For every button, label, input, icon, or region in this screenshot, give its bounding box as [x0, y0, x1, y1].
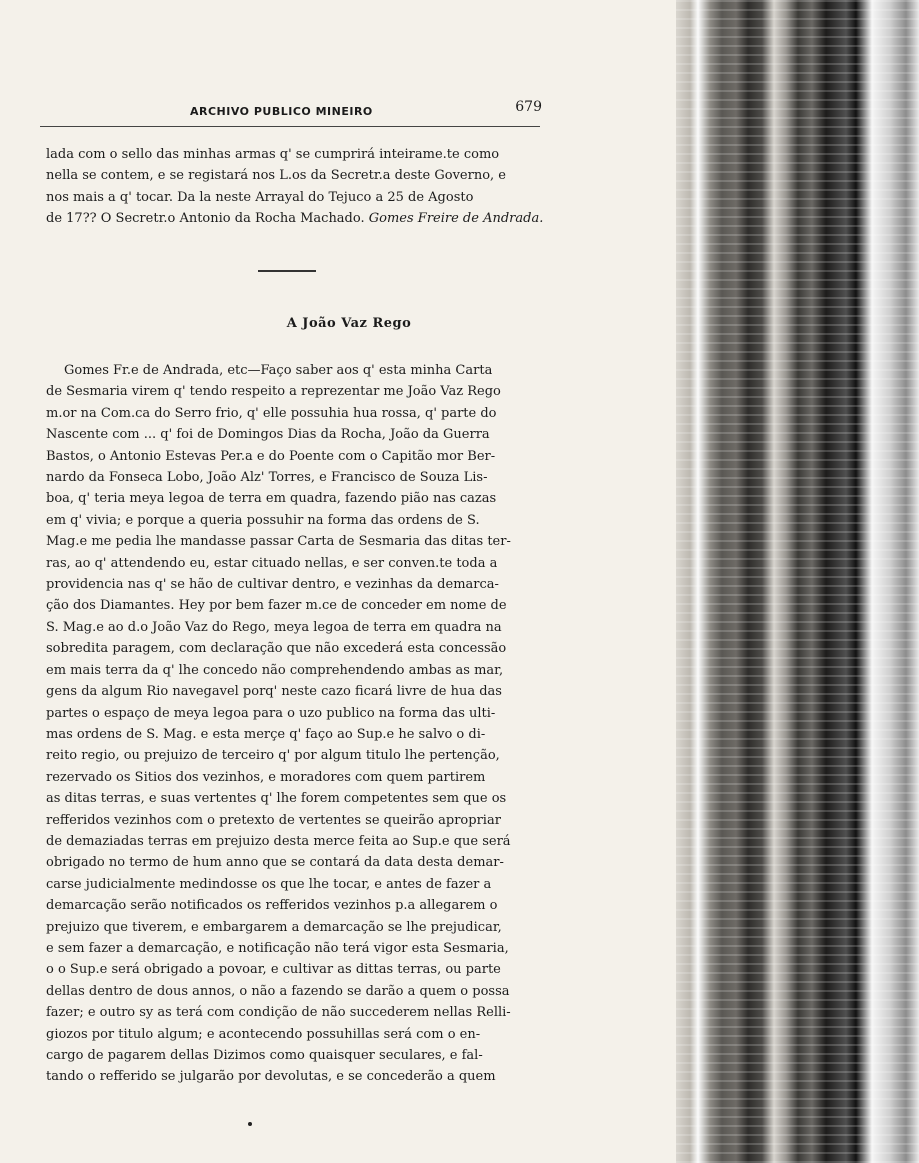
- text-line: nella se contem, e se registará nos L.os da Secretr.a deste Governo, e: [46, 168, 506, 184]
- text-line: mas ordens de S. Mag. e esta merçe q' faço ao Sup.e he salvo o di-: [46, 726, 486, 742]
- text-line: m.or na Com.ca do Serro frio, q' elle possuhia hua rossa, q' parte do: [46, 405, 497, 421]
- text-line: S. Mag.e ao d.o João Vaz do Rego, meya legoa de terra em quadra na: [46, 619, 502, 635]
- text-line: rezervado os Sitios dos vezinhos, e moradores com quem partirem: [46, 769, 486, 785]
- text-line: de demaziadas terras em prejuizo desta merce feita ao Sup.e que será: [46, 833, 511, 849]
- text-line: carse judicialmente medindosse os que lhe tocar, e antes de fazer a: [46, 876, 492, 892]
- text-line: partes o espaço de meya legoa para o uzo publico na forma das ulti-: [46, 705, 496, 721]
- text-line: gens da algum Rio navegavel porq' neste cazo ficará livre de hua das: [46, 684, 502, 700]
- text-line: sobredita paragem, com declaração que não excederá esta concessão: [46, 641, 507, 657]
- section-2-text: [46, 360, 550, 1088]
- text-line: Bastos, o Antonio Estevas Per.a e do Poente com o Capitão mor Ber-: [46, 448, 496, 464]
- text-line: o o Sup.e será obrigado a povoar, e cultivar as dittas terras, ou parte: [46, 962, 501, 978]
- governor-signature: Gomes Freire de Andrada.: [368, 211, 544, 227]
- text-line: obrigado no termo de hum anno que se contará da data desta demar-: [46, 855, 504, 871]
- section-separator: [258, 270, 316, 272]
- text-line: ras, ao q' attendendo eu, estar cituado nellas, e ser conven.te toda a: [46, 555, 498, 571]
- text-line: ção dos Diamantes. Hey por bem fazer m.ce de conceder em nome de: [46, 598, 507, 614]
- text-line: Mag.e me pedia lhe mandasse passar Carta de Sesmaria das ditas ter-: [46, 534, 511, 550]
- page-header: [190, 99, 542, 123]
- section-1-text: [46, 144, 550, 230]
- text-line: Nascente com ... q' foi de Domingos Dias da Rocha, João da Guerra: [46, 427, 490, 443]
- text-line: reito regio, ou prejuizo de terceiro q' por algum titulo lhe pertenção,: [46, 748, 500, 764]
- text-line: as ditas terras, e suas vertentes q' lhe forem competentes sem que os: [46, 791, 507, 807]
- text-line: nos mais a q' tocar. Da la neste Arrayal do Tejuco a 25 de Agosto: [46, 189, 474, 205]
- text-line: boa, q' teria meya legoa de terra em quadra, fazendo pião nas cazas: [46, 491, 497, 507]
- text-line: demarcação serão notificados os refferidos vezinhos p.a allegarem o: [46, 898, 498, 914]
- page-mark: [248, 1122, 252, 1126]
- text-line: dellas dentro de dous annos, o não a fazendo se darão a quem o possa: [46, 983, 510, 999]
- text-line: Gomes Fr.e de Andrada, etc—Faço saber aos q' esta minha Carta: [64, 363, 493, 378]
- text-line: lada com o sello das minhas armas q' se cumprirá inteirame.te como: [46, 147, 500, 162]
- running-title: ARCHIVO PUBLICO MINEIRO: [190, 105, 373, 118]
- text-line: prejuizo que tiverem, e embargarem a demarcação se lhe prejudicar,: [46, 919, 502, 935]
- text-line: em q' vivia; e porque a queria possuhir na forma das ordens de S.: [46, 512, 480, 528]
- text-line: [46, 208, 550, 229]
- page-number: 679: [515, 99, 542, 115]
- header-rule: [40, 126, 540, 127]
- text-line: de Sesmaria virem q' tendo respeito a reprezentar me João Vaz Rego: [46, 384, 501, 400]
- text-line: nardo da Fonseca Lobo, João Alz' Torres, e Francisco de Souza Lis-: [46, 470, 488, 486]
- text-line: giozos por titulo algum; e acontecendo possuhillas será com o en-: [46, 1026, 481, 1042]
- book-spine-shadow: [676, 0, 919, 1163]
- section-heading: [0, 316, 690, 331]
- text-line: fazer; e outro sy as terá com condição de não succederem nellas Relli-: [46, 1005, 511, 1021]
- secretary-signature: de 17?? O Secretr.o Antonio da Rocha Machado.: [46, 211, 365, 227]
- heading-text: A João Vaz Rego: [286, 316, 412, 331]
- text-line: cargo de pagarem dellas Dizimos como quaisquer seculares, e fal-: [46, 1048, 483, 1063]
- text-line: tando o refferido se julgarão por devolutas, e se concederão a quem: [46, 1069, 496, 1085]
- text-line: providencia nas q' se hão de cultivar dentro, e vezinhas da demarca-: [46, 577, 499, 593]
- text-line: refferidos vezinhos com o pretexto de vertentes se queirão apropriar: [46, 812, 501, 828]
- text-line: e sem fazer a demarcação, e notificação não terá vigor esta Sesmaria,: [46, 940, 509, 956]
- text-line: em mais terra da q' lhe concedo não comprehendendo ambas as mar,: [46, 662, 504, 678]
